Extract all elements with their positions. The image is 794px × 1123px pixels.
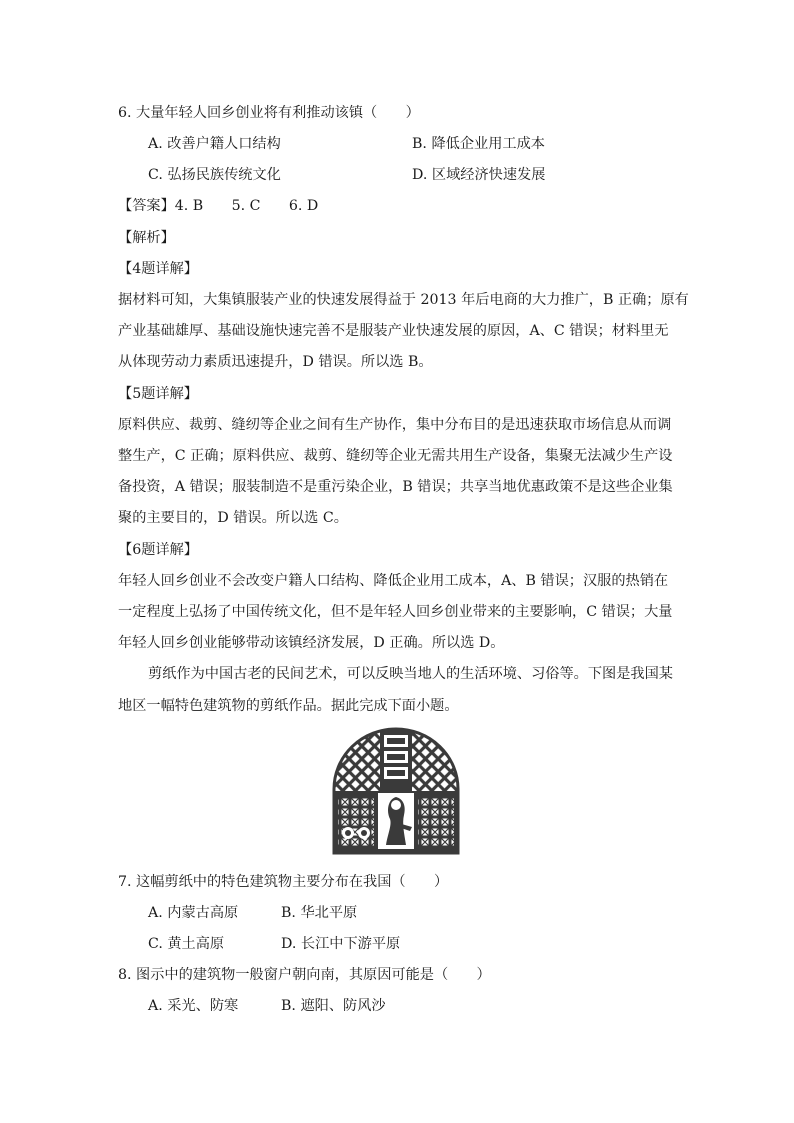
q6-stem: 6. 大量年轻人回乡创业将有利推动该镇（ ） bbox=[118, 105, 420, 121]
intro-line: 剪纸作为中国古老的民间艺术，可以反映当地人的生活环境、习俗等。下图是我国某 bbox=[148, 666, 673, 682]
q8-stem: 8. 图示中的建筑物一般窗户朝向南，其原因可能是（ ） bbox=[118, 967, 491, 983]
q6-option-a: A. 改善户籍人口结构 bbox=[148, 136, 281, 152]
q6-detail-line: 一定程度上弘扬了中国传统文化，但不是年轻人回乡创业带来的主要影响，C 错误；大量 bbox=[118, 604, 673, 620]
q6-detail-heading: 【6题详解】 bbox=[118, 542, 198, 558]
q6-option-b: B. 降低企业用工成本 bbox=[412, 136, 545, 152]
q4-detail-line: 产业基础雄厚、基础设施快速完善不是服装产业快速发展的原因，A、C 错误；材料里无 bbox=[118, 323, 669, 339]
answer-line: 【答案】4. B 5. C 6. D bbox=[118, 198, 319, 214]
intro-line: 地区一幅特色建筑物的剪纸作品。据此完成下面小题。 bbox=[118, 698, 459, 714]
q7-stem: 7. 这幅剪纸中的特色建筑物主要分布在我国（ ） bbox=[118, 874, 449, 890]
q7-option-a: A. 内蒙古高原 bbox=[148, 905, 239, 921]
q5-detail-heading: 【5题详解】 bbox=[118, 386, 198, 402]
q7-option-d: D. 长江中下游平原 bbox=[281, 936, 401, 952]
q4-detail-heading: 【4题详解】 bbox=[118, 261, 198, 277]
q5-detail-line: 原料供应、裁剪、缝纫等企业之间有生产协作，集中分布目的是迅速获取市场信息从而调 bbox=[118, 417, 672, 433]
q4-detail-line: 从体现劳动力素质迅速提升，D 错误。所以选 B。 bbox=[118, 354, 433, 370]
q5-detail-line: 备投资，A 错误；服装制造不是重污染企业，B 错误；共享当地优惠政策不是这些企业集 bbox=[118, 479, 673, 495]
analysis-heading: 【解析】 bbox=[118, 230, 175, 246]
q7-option-b: B. 华北平原 bbox=[281, 905, 358, 921]
q8-option-a: A. 采光、防寒 bbox=[148, 998, 239, 1014]
paper-cut-figure bbox=[330, 727, 462, 855]
q6-detail-line: 年轻人回乡创业能够带动该镇经济发展，D 正确。所以选 D。 bbox=[118, 635, 505, 651]
q5-detail-line: 整生产，C 正确；原料供应、裁剪、缝纫等企业无需共用生产设备，集聚无法减少生产设 bbox=[118, 448, 673, 464]
q5-detail-line: 聚的主要目的，D 错误。所以选 C。 bbox=[118, 510, 348, 526]
q6-option-d: D. 区域经济快速发展 bbox=[412, 167, 546, 183]
q8-option-b: B. 遮阳、防风沙 bbox=[281, 998, 386, 1014]
q4-detail-line: 据材料可知，大集镇服装产业的快速发展得益于 2013 年后电商的大力推广，B 正确；原有 bbox=[118, 292, 689, 308]
q6-detail-line: 年轻人回乡创业不会改变户籍人口结构、降低企业用工成本，A、B 错误；汉服的热销在 bbox=[118, 573, 669, 589]
q7-option-c: C. 黄土高原 bbox=[148, 936, 225, 952]
q6-option-c: C. 弘扬民族传统文化 bbox=[148, 167, 281, 183]
